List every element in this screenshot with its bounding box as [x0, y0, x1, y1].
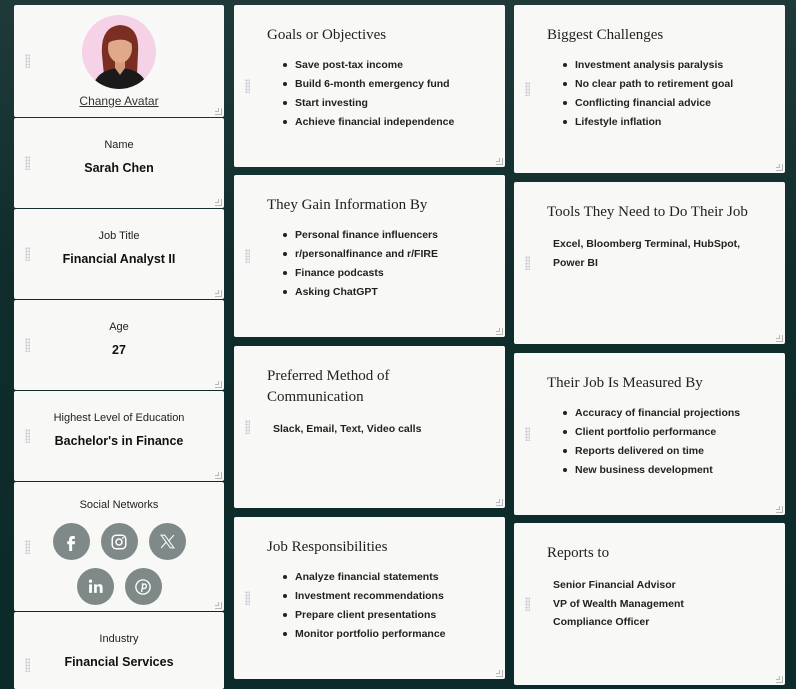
list-item: Analyze financial statements [283, 570, 487, 584]
resize-handle-icon[interactable] [776, 164, 783, 171]
list-item: Build 6-month emergency fund [283, 77, 487, 91]
list-item: Start investing [283, 96, 487, 110]
list-item: New business development [563, 463, 767, 477]
goals-card [234, 5, 505, 167]
instagram-icon[interactable] [101, 523, 138, 560]
card-text-line: Senior Financial Advisor [553, 579, 676, 591]
list-item: Prepare client presentations [283, 608, 487, 622]
resize-handle-icon[interactable] [496, 328, 503, 335]
list-item: Investment analysis paralysis [563, 58, 767, 72]
challenges-list [547, 58, 767, 129]
field-label: Job Title [98, 230, 140, 242]
change-avatar-link[interactable]: Change Avatar [79, 94, 159, 108]
measured-list [547, 406, 767, 477]
resize-handle-icon[interactable] [215, 602, 222, 609]
drag-handle-icon[interactable] [245, 591, 250, 605]
resize-handle-icon[interactable] [215, 472, 222, 479]
list-item: Lifestyle inflation [563, 115, 767, 129]
list-item: Investment recommendations [283, 589, 487, 603]
card-text [547, 235, 767, 272]
resize-handle-icon[interactable] [215, 290, 222, 297]
avatar [82, 15, 156, 89]
field-label: Highest Level of Education [53, 412, 185, 424]
drag-handle-icon[interactable] [245, 79, 250, 93]
info-sources-list [267, 228, 487, 299]
card-title: Their Job Is Measured By [547, 375, 703, 391]
list-item: Finance podcasts [283, 266, 487, 280]
tools-card [514, 182, 785, 344]
card-text-line: Compliance Officer [553, 616, 650, 628]
education-field [14, 391, 224, 481]
card-title [267, 366, 487, 408]
field-value: Bachelor's in Finance [54, 434, 184, 448]
list-item: No clear path to retirement goal [563, 77, 767, 91]
card-text-line: VP of Wealth Management [553, 597, 684, 610]
responsibilities-card [234, 517, 505, 679]
social-networks-label: Social Networks [79, 499, 159, 511]
resize-handle-icon[interactable] [496, 499, 503, 506]
card-title: Job Responsibilities [267, 539, 388, 555]
list-item: Conflicting financial advice [563, 96, 767, 110]
card-title: They Gain Information By [267, 197, 428, 213]
card-text: Slack, Email, Text, Video calls [273, 423, 422, 435]
card-text-line: Excel, Bloomberg Terminal, HubSpot, [553, 238, 741, 250]
avatar-card [14, 5, 224, 117]
drag-handle-icon[interactable] [25, 54, 30, 68]
drag-handle-icon[interactable] [525, 256, 530, 270]
resize-handle-icon[interactable] [776, 676, 783, 683]
linkedin-icon[interactable] [77, 568, 114, 605]
drag-handle-icon[interactable] [25, 540, 30, 554]
field-value: Financial Analyst II [62, 252, 176, 266]
drag-handle-icon[interactable] [245, 249, 250, 263]
info-sources-card [234, 175, 505, 337]
card-text [547, 576, 767, 632]
card-title-line: Preferred Method of [267, 368, 390, 384]
field-value: 27 [112, 343, 126, 357]
drag-handle-icon[interactable] [525, 597, 530, 611]
list-item: Achieve financial independence [283, 115, 487, 129]
measured-card [514, 353, 785, 515]
social-networks-card [14, 482, 224, 611]
list-item: Asking ChatGPT [283, 285, 487, 299]
card-title: Reports to [547, 545, 610, 561]
resize-handle-icon[interactable] [776, 506, 783, 513]
card-title: Tools They Need to Do Their Job [547, 204, 748, 220]
drag-handle-icon[interactable] [25, 156, 30, 170]
card-text-line: Power BI [553, 256, 598, 269]
drag-handle-icon[interactable] [525, 427, 530, 441]
list-item: Monitor portfolio performance [283, 627, 487, 641]
field-label: Name [104, 139, 134, 151]
card-title: Goals or Objectives [267, 27, 387, 43]
reports-card [514, 523, 785, 685]
list-item: Save post-tax income [283, 58, 487, 72]
card-title-line: Communication [267, 389, 364, 405]
drag-handle-icon[interactable] [245, 420, 250, 434]
field-value: Sarah Chen [84, 161, 154, 175]
responsibilities-list [267, 570, 487, 641]
industry-field [14, 612, 224, 689]
list-item: r/personalfinance and r/FIRE [283, 247, 487, 261]
pinterest-icon[interactable] [125, 568, 162, 605]
resize-handle-icon[interactable] [215, 199, 222, 206]
field-value: Financial Services [64, 655, 174, 669]
field-label: Industry [99, 633, 139, 645]
list-item: Personal finance influencers [283, 228, 487, 242]
drag-handle-icon[interactable] [25, 658, 30, 672]
communication-card [234, 346, 505, 508]
resize-handle-icon[interactable] [496, 158, 503, 165]
drag-handle-icon[interactable] [25, 247, 30, 261]
field-label: Age [109, 321, 129, 333]
drag-handle-icon[interactable] [25, 429, 30, 443]
list-item: Reports delivered on time [563, 444, 767, 458]
resize-handle-icon[interactable] [215, 381, 222, 388]
facebook-icon[interactable] [53, 523, 90, 560]
challenges-card [514, 5, 785, 173]
x-icon[interactable] [149, 523, 186, 560]
drag-handle-icon[interactable] [25, 338, 30, 352]
resize-handle-icon[interactable] [215, 108, 222, 115]
resize-handle-icon[interactable] [776, 335, 783, 342]
list-item: Client portfolio performance [563, 425, 767, 439]
drag-handle-icon[interactable] [525, 82, 530, 96]
age-field [14, 300, 224, 390]
goals-list [267, 58, 487, 129]
job-title-field [14, 209, 224, 299]
list-item: Accuracy of financial projections [563, 406, 767, 420]
name-field [14, 118, 224, 208]
card-title: Biggest Challenges [547, 27, 664, 43]
resize-handle-icon[interactable] [496, 670, 503, 677]
